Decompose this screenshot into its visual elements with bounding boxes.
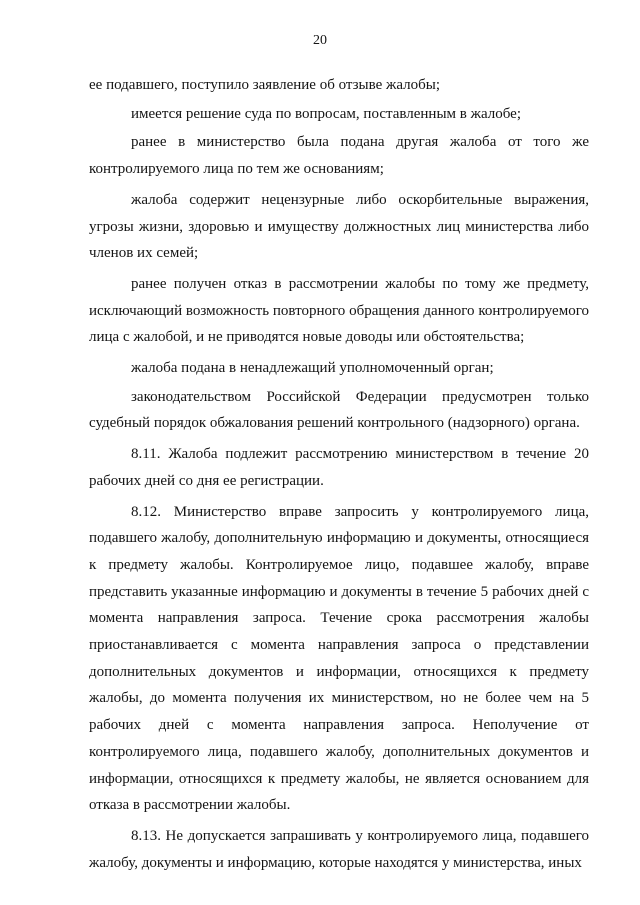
paragraph-8-11: 8.11. Жалоба подлежит рассмотрению министерством в течение 20 рабочих дней со дня ее регистрации. [89, 446, 589, 489]
page-number: 20 [313, 33, 327, 48]
paragraph-8-12: 8.12. Министерство вправе запросить у контролируемого лица, подавшего жалобу, дополнительную информацию и документы, относящиеся к предмету жалобы. Контролируемое лицо, подавшее жалобу, вправе представить указанные информацию и документы в течение 5 рабочих дней с момента направления запроса. Течение срока рассмотрения жалобы приостанавливается с момента направления запроса о представлении дополнительных документов и информации, относящихся к предмету жалобы, до момента получения их министерством, но не более чем на 5 рабочих дней с момента направления запроса. Неполучение от контролируемого лица, подавшего жалобу, дополнительных документов и информации, относящихся к предмету жалобы, не является основанием для отказа в рассмотрении жалобы. [89, 503, 589, 814]
paragraph-withdrawal: ее подавшего, поступило заявление об отзыве жалобы; [89, 77, 441, 93]
paragraph-wrong-authority: жалоба подана в ненадлежащий уполномоченный орган; [131, 360, 494, 377]
paragraph-8-13: 8.13. Не допускается запрашивать у контролируемого лица, подавшего жалобу, документы и информацию, которые находятся у министерства, иных [89, 827, 589, 871]
paragraph-previous-refusal: ранее получен отказ в рассмотрении жалобы по тому же предмету, исключающий возможность повторного обращения данного контролируемого лица с жалобой, и не приводятся новые доводы или обстоятельства; [89, 275, 589, 346]
paragraph-previous-complaint: ранее в министерство была подана другая жалоба от того же контролируемого лица по тем же основаниям; [89, 134, 589, 178]
paragraph-offensive-language: жалоба содержит нецензурные либо оскорбительные выражения, угрозы жизни, здоровью и имуществу должностных лиц министерства либо членов их семей; [89, 191, 589, 262]
document-body [89, 72, 589, 880]
paragraph-judicial-procedure: законодательством Российской Федерации предусмотрен только судебный порядок обжалования решений контрольного (надзорного) органа. [89, 388, 589, 432]
paragraph-court-decision: имеется решение суда по вопросам, поставленным в жалобе; [131, 105, 521, 122]
